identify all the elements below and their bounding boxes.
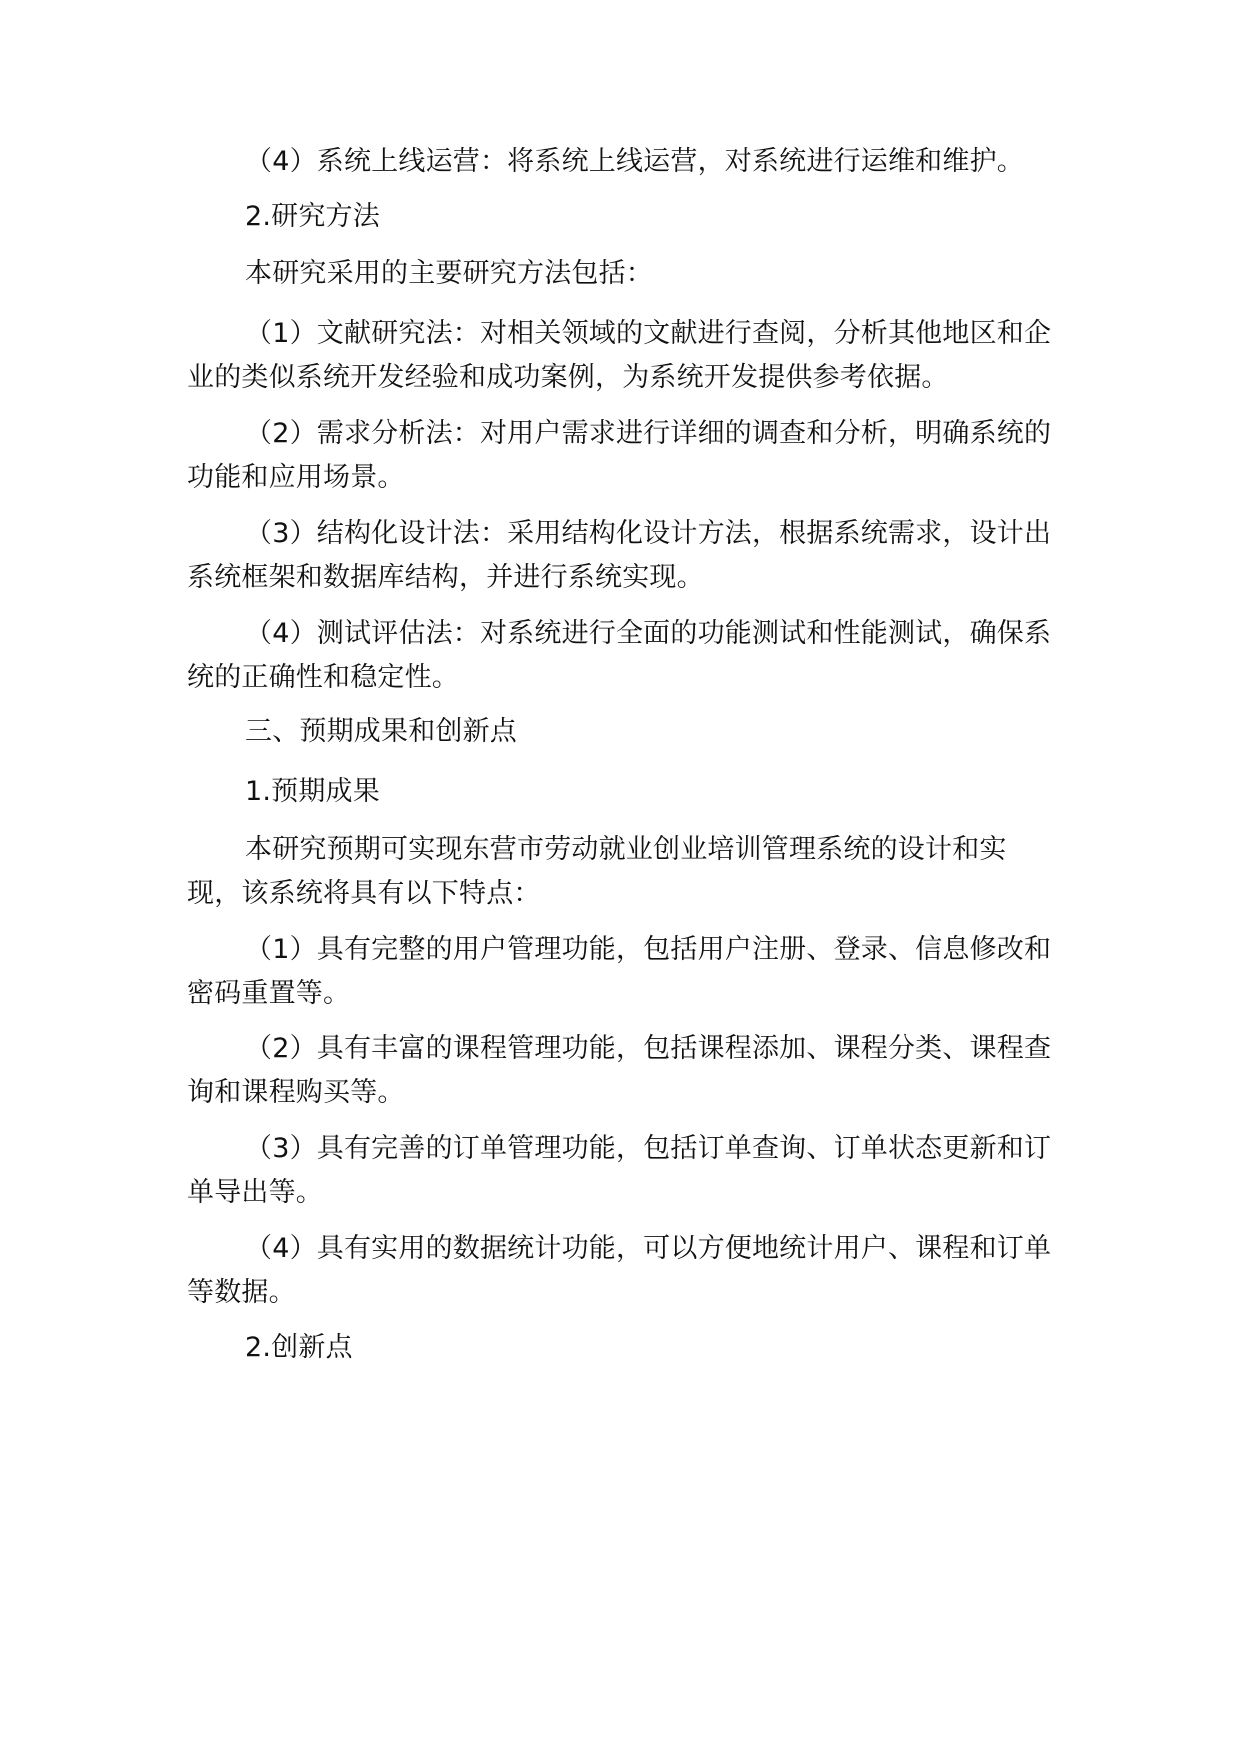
subheading-expected-results: 1.预期成果 xyxy=(245,776,380,807)
paragraph-expected-intro: 本研究预期可实现东营市劳动就业创业培训管理系统的设计和实现，该系统将具有以下特点： xyxy=(187,834,1007,909)
subheading-innovations: 2.创新点 xyxy=(245,1332,353,1363)
paragraph-stage-4: （4）系统上线运营：将系统上线运营，对系统进行运维和维护。 xyxy=(245,146,1024,177)
paragraph-feature-2: （2）具有丰富的课程管理功能，包括课程添加、课程分类、课程查询和课程购买等。 xyxy=(187,1033,1052,1108)
paragraph-feature-4: （4）具有实用的数据统计功能，可以方便地统计用户、课程和订单等数据。 xyxy=(187,1233,1052,1308)
paragraph-method-2: （2）需求分析法：对用户需求进行详细的调查和分析，明确系统的功能和应用场景。 xyxy=(187,418,1052,493)
paragraph-methods-intro: 本研究采用的主要研究方法包括： xyxy=(245,258,653,289)
paragraph-feature-3: （3）具有完善的订单管理功能，包括订单查询、订单状态更新和订单导出等。 xyxy=(187,1133,1052,1208)
section-heading-expected-results: 三、预期成果和创新点 xyxy=(245,716,517,747)
paragraph-feature-1: （1）具有完整的用户管理功能，包括用户注册、登录、信息修改和密码重置等。 xyxy=(187,934,1052,1009)
paragraph-method-4: （4）测试评估法：对系统进行全面的功能测试和性能测试，确保系统的正确性和稳定性。 xyxy=(187,618,1052,693)
paragraph-method-1: （1）文献研究法：对相关领域的文献进行查阅，分析其他地区和企业的类似系统开发经验和成功案例，为系统开发提供参考依据。 xyxy=(187,318,1052,393)
section-heading-research-methods: 2.研究方法 xyxy=(245,201,380,232)
paragraph-method-3: （3）结构化设计法：采用结构化设计方法，根据系统需求，设计出系统框架和数据库结构，并进行系统实现。 xyxy=(187,518,1052,593)
